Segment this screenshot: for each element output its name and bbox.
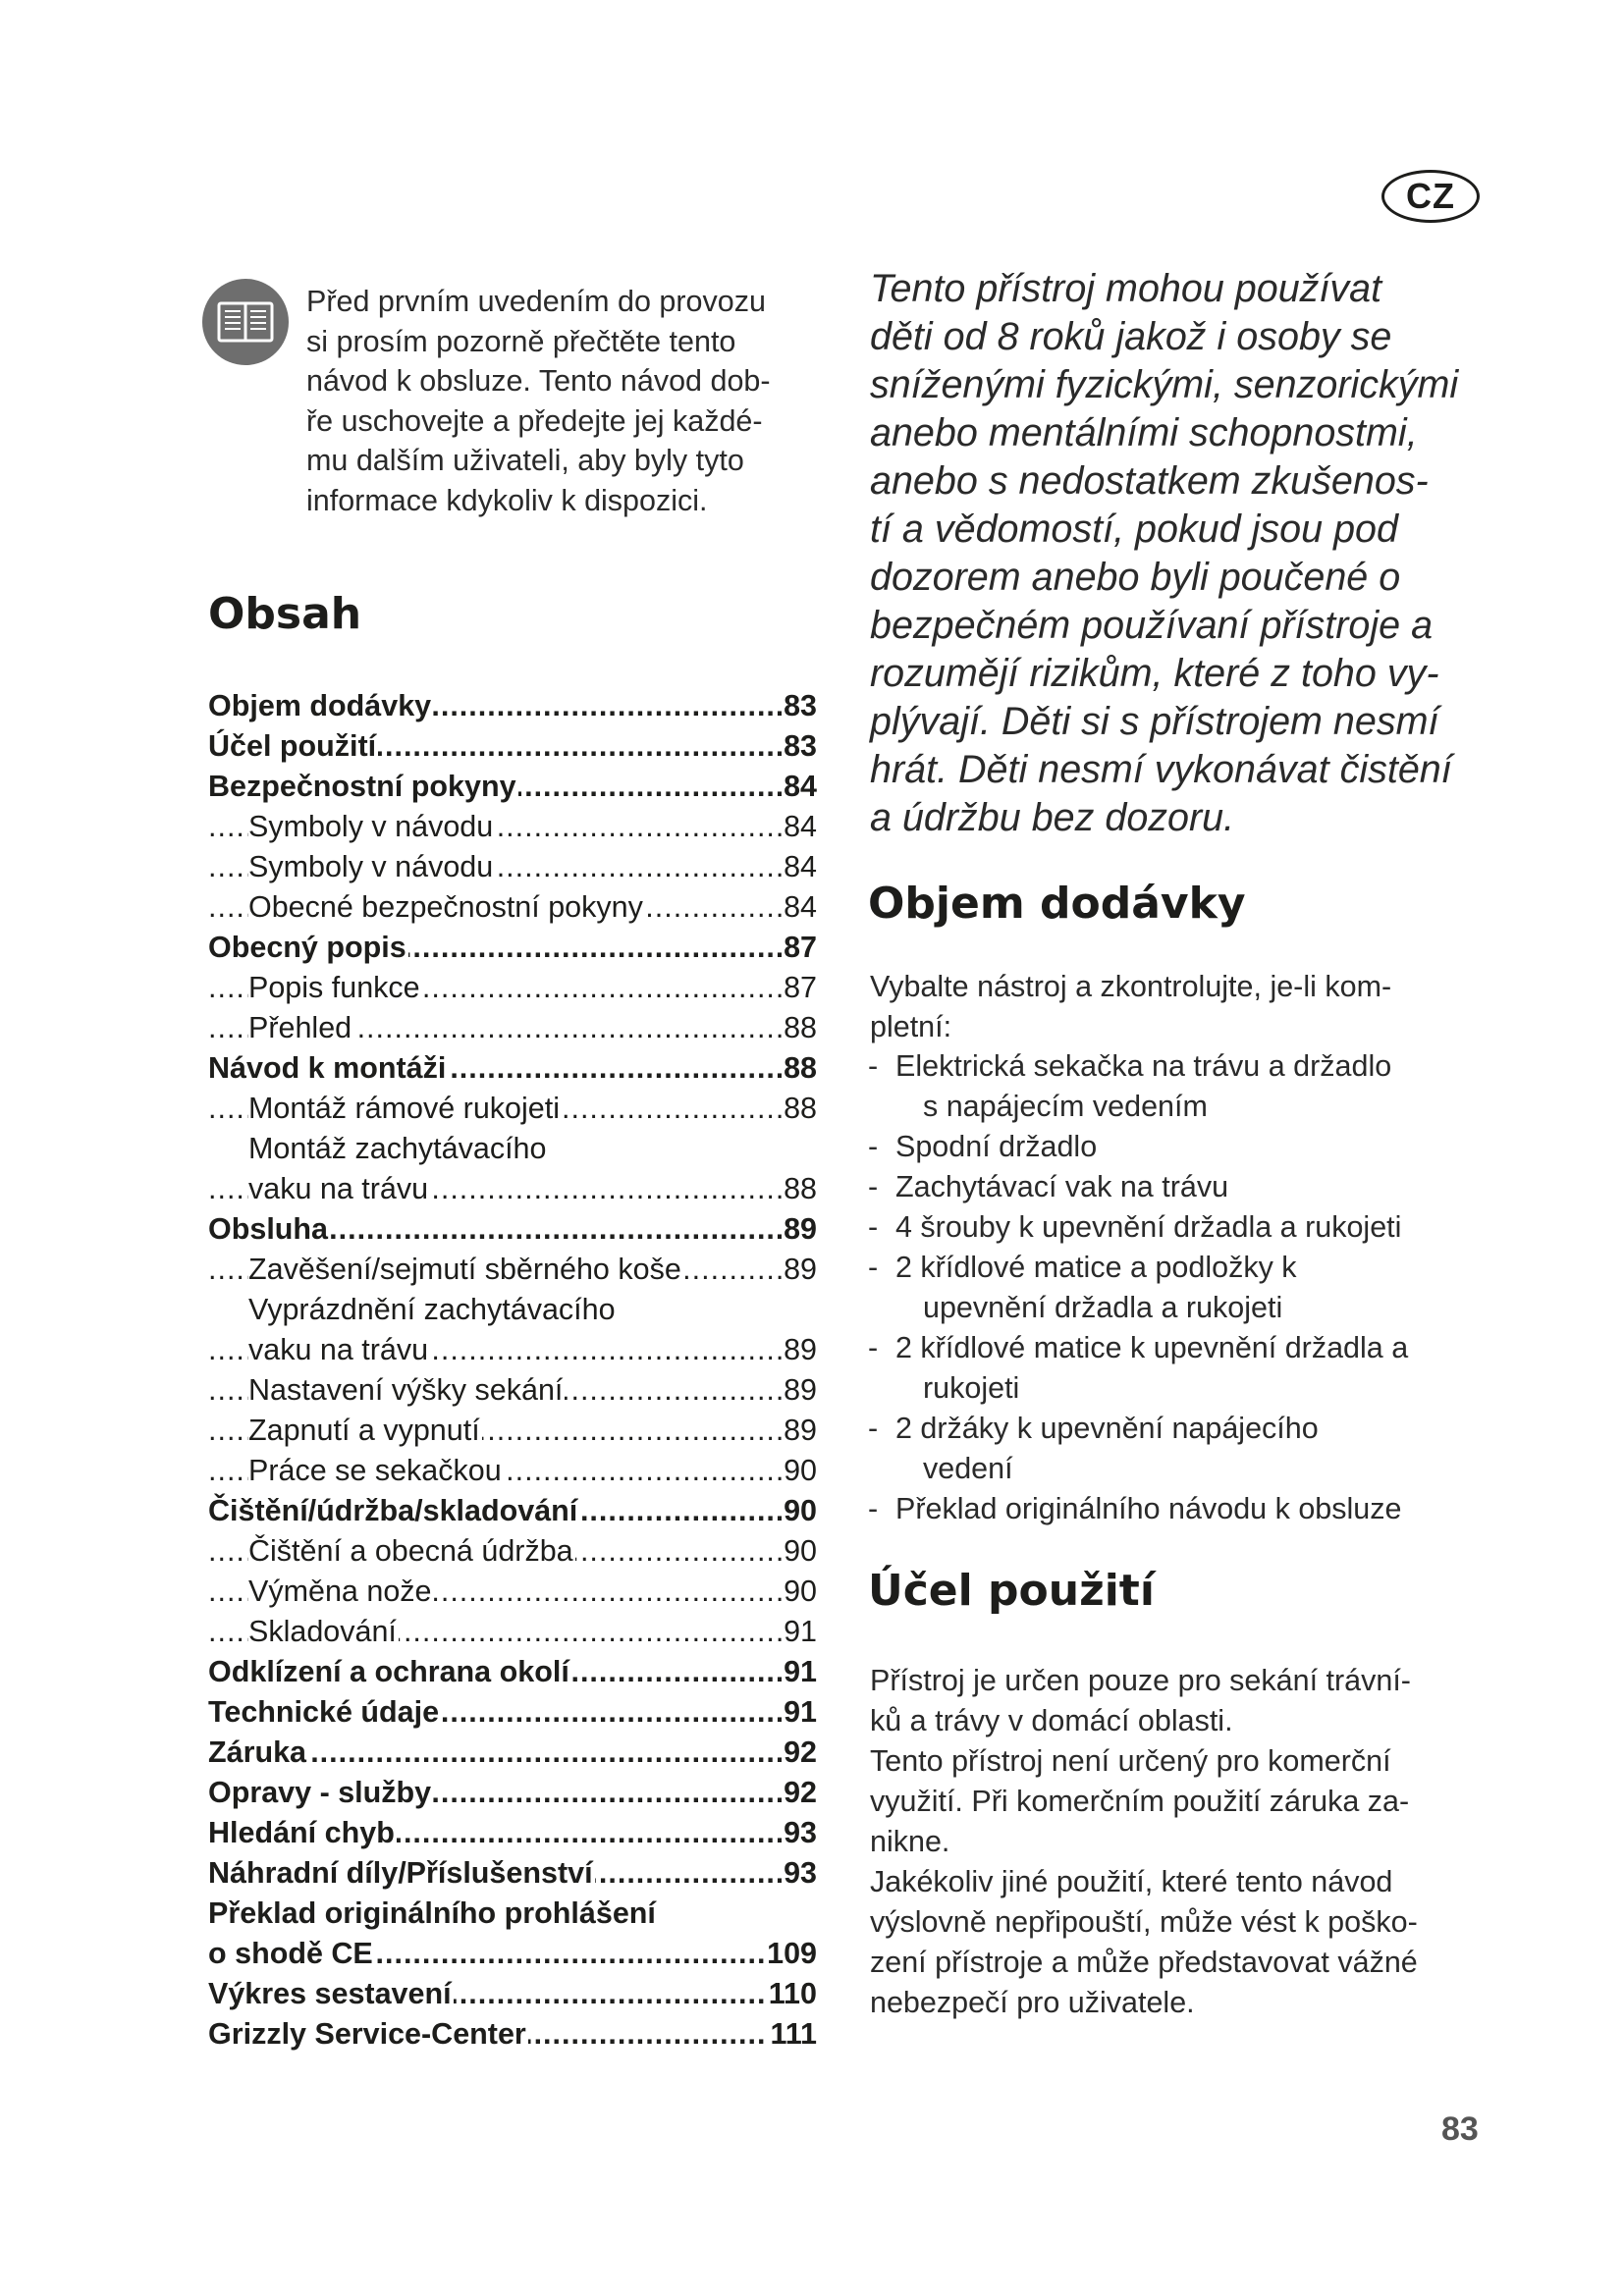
list-bullet: - xyxy=(868,1049,879,1083)
toc-entry[interactable] xyxy=(208,1934,817,1974)
toc-entry[interactable] xyxy=(208,1089,817,1129)
delivery-intro-line: pletní: xyxy=(870,1010,952,1043)
list-item-line: 2 křídlové matice k upevnění držadla a xyxy=(895,1331,1409,1364)
toc-entry[interactable] xyxy=(208,1491,817,1531)
list-item-line: Překlad originálního návodu k obsluze xyxy=(895,1492,1402,1525)
toc-entry-label: Popis funkce xyxy=(248,971,420,1004)
toc-entry-label: Výkres sestavení xyxy=(208,1977,452,2010)
toc-entry-label: Výměna nože xyxy=(248,1575,432,1608)
toc-entry-page: 109 xyxy=(765,1934,817,1974)
toc-entry-label: Symboly v návodu xyxy=(248,810,494,843)
toc-entry-page: 84 xyxy=(782,807,817,847)
list-item-line: 2 křídlové matice a podložky k xyxy=(895,1251,1297,1284)
toc-entry-page: 90 xyxy=(782,1531,817,1572)
toc-entry[interactable] xyxy=(208,1773,817,1813)
toc-entry[interactable] xyxy=(208,807,817,847)
toc-entry-label: Účel použití xyxy=(208,729,377,763)
toc-entry-page: 93 xyxy=(782,1813,817,1853)
purpose-line: ků a trávy v domácí oblasti. xyxy=(870,1704,1233,1737)
toc-entry[interactable] xyxy=(208,686,817,726)
toc-entry-page: 83 xyxy=(782,686,817,726)
toc-entry[interactable] xyxy=(208,1330,817,1370)
delivery-list xyxy=(868,1046,1408,1529)
safety-line: bezpečném používaní přístroje a xyxy=(870,604,1434,647)
toc-entry[interactable] xyxy=(208,1733,817,1773)
toc-entry[interactable] xyxy=(208,1411,817,1451)
toc-entry-page: 87 xyxy=(782,928,817,968)
list-bullet: - xyxy=(868,1412,879,1445)
list-item-line: Elektrická sekačka na trávu a držadlo xyxy=(895,1049,1392,1083)
safety-line: Tento přístroj mohou používat xyxy=(870,267,1382,310)
toc-entry-label: Čištění/údržba/skladování xyxy=(208,1494,578,1527)
list-item xyxy=(868,1409,1408,1489)
toc-entry[interactable] xyxy=(208,1894,817,1934)
list-bullet: - xyxy=(868,1251,879,1284)
safety-line: rozumějí rizikům, které z toho vy- xyxy=(870,652,1439,695)
toc-entry-label: Náhradní díly/Příslušenství xyxy=(208,1856,593,1890)
toc-entry[interactable] xyxy=(208,2014,817,2055)
toc-entry-page: 87 xyxy=(782,968,817,1008)
toc-entry-label: Práce se sekačkou xyxy=(248,1454,502,1487)
list-item-line: Spodní držadlo xyxy=(895,1130,1098,1163)
list-item xyxy=(868,1207,1408,1248)
toc-entry[interactable] xyxy=(208,887,817,928)
list-item xyxy=(868,1248,1408,1328)
book-icon xyxy=(201,278,290,366)
purpose-line: nebezpečí pro uživatele. xyxy=(870,1986,1195,2019)
delivery-intro xyxy=(870,967,1391,1047)
purpose-line: Tento přístroj není určený pro komerční xyxy=(870,1744,1391,1778)
toc-entry[interactable] xyxy=(208,928,817,968)
purpose-line: výslovně nepřipouští, může vést k poško- xyxy=(870,1905,1418,1939)
safety-line: sníženými fyzickými, senzorickými xyxy=(870,363,1459,406)
list-item-line: upevnění držadla a rukojeti xyxy=(923,1291,1283,1324)
toc-entry[interactable] xyxy=(208,1169,817,1209)
toc-entry[interactable] xyxy=(208,968,817,1008)
toc-entry-page: 110 xyxy=(767,1974,817,2014)
toc-entry[interactable] xyxy=(208,1451,817,1491)
toc-entry-page: 90 xyxy=(782,1491,817,1531)
list-bullet: - xyxy=(868,1130,879,1163)
purpose-line: využití. Při komerčním použití záruka za- xyxy=(870,1785,1410,1818)
toc-entry[interactable] xyxy=(208,1974,817,2014)
toc-entry-page: 89 xyxy=(782,1250,817,1290)
toc-entry-page: 89 xyxy=(782,1330,817,1370)
toc-entry-page: 84 xyxy=(782,887,817,928)
list-item-line: 2 držáky k upevnění napájecího xyxy=(895,1412,1319,1445)
toc-entry-label: Přehled xyxy=(248,1011,352,1044)
list-item xyxy=(868,1328,1408,1409)
toc-entry[interactable] xyxy=(208,1250,817,1290)
safety-line: plývají. Děti si s přístrojem nesmí xyxy=(870,700,1439,743)
delivery-intro-line: Vybalte nástroj a zkontrolujte, je-li kom- xyxy=(870,970,1392,1003)
toc-entry[interactable] xyxy=(208,1853,817,1894)
purpose-text xyxy=(870,1661,1418,2023)
safety-line: anebo s nedostatkem zkušenos- xyxy=(870,459,1429,503)
purpose-line: zení přístroje a může představovat vážné xyxy=(870,1946,1418,1979)
toc-entry-label: Čištění a obecná údržba xyxy=(248,1534,573,1568)
toc-entry-label: Nastavení výšky sekání xyxy=(248,1373,564,1407)
toc-entry-label: Obecné bezpečnostní pokyny xyxy=(248,890,643,924)
intro-notice xyxy=(306,282,827,520)
purpose-line: Přístroj je určen pouze pro sekání trávní- xyxy=(870,1664,1411,1697)
list-item-line: vedení xyxy=(923,1452,1013,1485)
intro-line: si prosím pozorně přečtěte tento xyxy=(306,324,736,358)
page-number: 83 xyxy=(1441,2110,1479,2148)
toc-entry-page: 84 xyxy=(782,847,817,887)
toc-entry-label: Bezpečnostní pokyny xyxy=(208,770,516,803)
toc-entry-page: 83 xyxy=(782,726,817,767)
toc-entry-page: 84 xyxy=(782,767,817,807)
toc-entry-label: Vyprázdnění zachytávacího xyxy=(248,1293,616,1326)
toc-entry-label: Zapnutí a vypnutí xyxy=(248,1414,480,1447)
toc-entry-label: Návod k montáži xyxy=(208,1051,447,1085)
toc-entry-page: 89 xyxy=(782,1209,817,1250)
toc-entry[interactable] xyxy=(208,1531,817,1572)
intro-line: návod k obsluze. Tento návod dob- xyxy=(306,364,771,398)
list-item xyxy=(868,1489,1408,1529)
toc-entry-label: Objem dodávky xyxy=(208,689,432,722)
toc-entry-page: 92 xyxy=(782,1773,817,1813)
list-bullet: - xyxy=(868,1331,879,1364)
toc-entry-label: Obecný popis xyxy=(208,931,406,964)
intro-line: ře uschovejte a předejte jej každé- xyxy=(306,403,763,438)
toc-entry-page: 91 xyxy=(782,1652,817,1692)
intro-line: Před prvním uvedením do provozu xyxy=(306,285,766,318)
table-of-contents xyxy=(208,686,817,2055)
toc-entry[interactable] xyxy=(208,1370,817,1411)
toc-entry-page: 88 xyxy=(782,1008,817,1048)
safety-line: tí a vědomostí, pokud jsou pod xyxy=(870,507,1398,551)
toc-entry[interactable] xyxy=(208,1612,817,1652)
toc-entry-page: 88 xyxy=(782,1089,817,1129)
delivery-heading: Objem dodávky xyxy=(868,879,1246,929)
safety-line: děti od 8 roků jakož i osoby se xyxy=(870,315,1392,358)
toc-entry[interactable] xyxy=(208,1652,817,1692)
toc-entry-label: Záruka xyxy=(208,1735,307,1769)
toc-entry[interactable] xyxy=(208,1572,817,1612)
toc-entry[interactable] xyxy=(208,1129,817,1169)
purpose-heading: Účel použití xyxy=(868,1566,1155,1616)
toc-entry-label: Technické údaje xyxy=(208,1695,440,1729)
toc-entry-page: 93 xyxy=(782,1853,817,1894)
toc-entry-page: 91 xyxy=(782,1612,817,1652)
toc-entry[interactable] xyxy=(208,847,817,887)
toc-entry-label: Skladování xyxy=(248,1615,397,1648)
list-bullet: - xyxy=(868,1170,879,1203)
toc-entry-page: 89 xyxy=(782,1370,817,1411)
intro-line: informace kdykoliv k dispozici. xyxy=(306,483,708,517)
toc-entry[interactable] xyxy=(208,1048,817,1089)
list-item xyxy=(868,1127,1408,1167)
language-badge: CZ xyxy=(1381,170,1480,223)
list-item-line: s napájecím vedením xyxy=(923,1090,1208,1123)
toc-entry-page: 90 xyxy=(782,1572,817,1612)
toc-entry-label: Opravy - služby xyxy=(208,1776,432,1809)
toc-entry-page: 90 xyxy=(782,1451,817,1491)
intro-line: mu dalším uživateli, aby byly tyto xyxy=(306,444,744,477)
toc-entry-page: 92 xyxy=(782,1733,817,1773)
toc-entry-label: Montáž zachytávacího xyxy=(248,1132,547,1165)
toc-entry[interactable] xyxy=(208,767,817,807)
toc-entry-label: Odklízení a ochrana okolí xyxy=(208,1655,569,1688)
toc-entry[interactable] xyxy=(208,1692,817,1733)
list-item-line: Zachytávací vak na trávu xyxy=(895,1170,1229,1203)
toc-entry-label: vaku na trávu xyxy=(248,1172,429,1205)
list-item-line: rukojeti xyxy=(923,1371,1020,1405)
toc-entry-page: 89 xyxy=(782,1411,817,1451)
toc-entry-label: o shodě CE xyxy=(208,1937,373,1970)
toc-entry-label: Montáž rámové rukojeti xyxy=(248,1092,560,1125)
purpose-line: Jakékoliv jiné použití, které tento návod xyxy=(870,1865,1393,1898)
toc-entry-label: Obsluha xyxy=(208,1212,329,1246)
safety-line: hrát. Děti nesmí vykonávat čistění xyxy=(870,748,1452,791)
toc-entry-label: Zavěšení/sejmutí sběrného koše xyxy=(248,1253,681,1286)
toc-heading: Obsah xyxy=(208,589,362,639)
safety-line: dozorem anebo byli poučené o xyxy=(870,556,1401,599)
toc-entry-page: 91 xyxy=(782,1692,817,1733)
safety-line: anebo mentálními schopnostmi, xyxy=(870,411,1418,454)
toc-entry-page: 88 xyxy=(782,1048,817,1089)
toc-entry-page: 111 xyxy=(768,2014,817,2055)
toc-entry[interactable] xyxy=(208,726,817,767)
list-bullet: - xyxy=(868,1492,879,1525)
toc-entry-label: vaku na trávu xyxy=(248,1333,429,1366)
toc-entry-page: 88 xyxy=(782,1169,817,1209)
toc-entry-label: Symboly v návodu xyxy=(248,850,494,883)
purpose-line: nikne. xyxy=(870,1825,950,1858)
toc-entry-label: Překlad originálního prohlášení xyxy=(208,1896,656,1930)
safety-line: a údržbu bez dozoru. xyxy=(870,796,1235,839)
toc-entry[interactable] xyxy=(208,1813,817,1853)
list-item xyxy=(868,1046,1408,1127)
toc-entry-label: Grizzly Service-Center xyxy=(208,2017,526,2051)
list-item-line: 4 šrouby k upevnění držadla a rukojeti xyxy=(895,1210,1402,1244)
toc-entry[interactable] xyxy=(208,1008,817,1048)
safety-notice xyxy=(870,265,1498,842)
toc-entry[interactable] xyxy=(208,1209,817,1250)
toc-entry[interactable] xyxy=(208,1290,817,1330)
toc-entry-label: Hledání chyb xyxy=(208,1816,395,1849)
list-item xyxy=(868,1167,1408,1207)
list-bullet: - xyxy=(868,1210,879,1244)
